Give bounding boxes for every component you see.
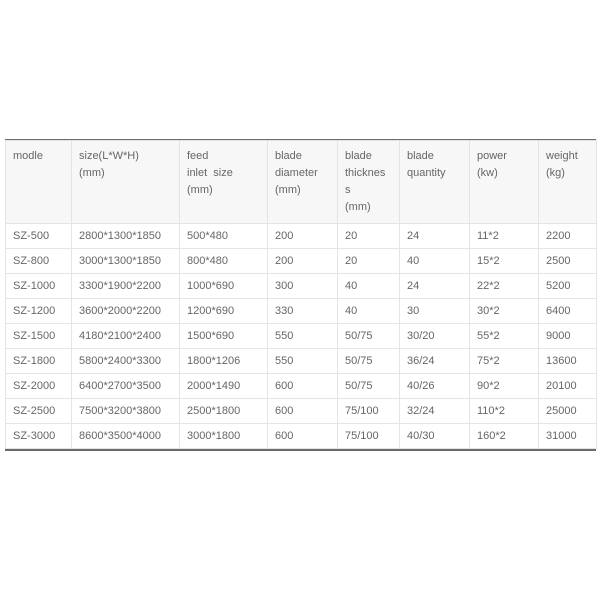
table-cell-size: 2800*1300*1850 [72,224,180,249]
spec-table [5,140,597,449]
table-cell-blade-diameter: 550 [268,324,338,349]
table-cell-feed-inlet-size: 1500*690 [180,324,268,349]
table-cell-size: 6400*2700*3500 [72,374,180,399]
header-row [6,141,597,224]
table-body [6,141,597,449]
table-cell-model: SZ-1000 [6,274,72,299]
table-cell-weight: 9000 [539,324,597,349]
header-cell-size [72,141,180,224]
table-cell-model: SZ-3000 [6,424,72,449]
header-text: thicknes [345,167,386,179]
table-row [6,374,597,399]
table-cell-blade-thickness: 50/75 [338,324,400,349]
table-bottom-rule [5,449,596,451]
table-cell-blade-diameter: 200 [268,224,338,249]
table-cell-blade-quantity: 30 [400,299,470,324]
table-cell-weight: 6400 [539,299,597,324]
table-cell-blade-diameter: 600 [268,399,338,424]
table-cell-feed-inlet-size: 800*480 [180,249,268,274]
table-row [6,399,597,424]
table-cell-blade-thickness: 75/100 [338,399,400,424]
table-cell-weight: 5200 [539,274,597,299]
header-cell-blade-thickness [338,141,400,224]
table-cell-model: SZ-500 [6,224,72,249]
table-cell-size: 3600*2000*2200 [72,299,180,324]
header-text: (mm) [79,167,105,179]
header-text: (mm) [187,184,213,196]
table-row [6,349,597,374]
table-cell-blade-quantity: 24 [400,274,470,299]
table-cell-blade-quantity: 32/24 [400,399,470,424]
table-cell-blade-thickness: 50/75 [338,374,400,399]
table-row [6,299,597,324]
table-cell-blade-thickness: 20 [338,224,400,249]
table-cell-weight: 2500 [539,249,597,274]
header-text: power [477,150,507,162]
header-text: modle [13,150,43,162]
table-cell-size: 4180*2100*2400 [72,324,180,349]
table-cell-blade-quantity: 40 [400,249,470,274]
table-cell-power: 22*2 [470,274,539,299]
header-text: diameter [275,167,318,179]
table-cell-power: 11*2 [470,224,539,249]
header-cell-blade-quantity [400,141,470,224]
table-cell-blade-quantity: 40/26 [400,374,470,399]
header-text: (kw) [477,167,498,179]
table-cell-blade-diameter: 200 [268,249,338,274]
table-cell-feed-inlet-size: 1800*1206 [180,349,268,374]
table-cell-power: 160*2 [470,424,539,449]
table-cell-model: SZ-800 [6,249,72,274]
table-row [6,249,597,274]
table-cell-power: 110*2 [470,399,539,424]
table-cell-model: SZ-1500 [6,324,72,349]
table-cell-blade-thickness: 20 [338,249,400,274]
table-cell-blade-thickness: 40 [338,274,400,299]
header-cell-weight [539,141,597,224]
table-cell-size: 3000*1300*1850 [72,249,180,274]
table-cell-feed-inlet-size: 2000*1490 [180,374,268,399]
header-text: size(L*W*H) [79,150,139,162]
header-cell-feed-inlet-size [180,141,268,224]
table-cell-model: SZ-2000 [6,374,72,399]
header-cell-modle [6,141,72,224]
table-cell-blade-thickness: 75/100 [338,424,400,449]
table-cell-blade-quantity: 40/30 [400,424,470,449]
table-cell-feed-inlet-size: 500*480 [180,224,268,249]
table-cell-blade-thickness: 40 [338,299,400,324]
table-cell-blade-diameter: 330 [268,299,338,324]
table-cell-feed-inlet-size: 1200*690 [180,299,268,324]
table-cell-weight: 13600 [539,349,597,374]
table-cell-weight: 25000 [539,399,597,424]
table-cell-model: SZ-2500 [6,399,72,424]
table-row [6,274,597,299]
table-cell-power: 75*2 [470,349,539,374]
header-cell-power [470,141,539,224]
header-text: blade [275,150,302,162]
table-cell-feed-inlet-size: 1000*690 [180,274,268,299]
table-cell-size: 8600*3500*4000 [72,424,180,449]
table-cell-model: SZ-1200 [6,299,72,324]
header-text: s [345,184,351,196]
table-cell-blade-quantity: 24 [400,224,470,249]
table-row [6,424,597,449]
table-cell-feed-inlet-size: 2500*1800 [180,399,268,424]
header-text: (mm) [345,201,371,213]
table-cell-weight: 2200 [539,224,597,249]
table-cell-blade-thickness: 50/75 [338,349,400,374]
header-text: blade [345,150,372,162]
table-cell-model: SZ-1800 [6,349,72,374]
table-cell-size: 7500*3200*3800 [72,399,180,424]
table-cell-blade-diameter: 300 [268,274,338,299]
table-cell-size: 3300*1900*2200 [72,274,180,299]
table-cell-blade-diameter: 600 [268,374,338,399]
header-cell-blade-diameter [268,141,338,224]
table-cell-feed-inlet-size: 3000*1800 [180,424,268,449]
table-cell-size: 5800*2400*3300 [72,349,180,374]
table-cell-blade-diameter: 550 [268,349,338,374]
header-text: quantity [407,167,446,179]
table-cell-blade-quantity: 30/20 [400,324,470,349]
table-cell-power: 30*2 [470,299,539,324]
table-row [6,324,597,349]
table-row [6,224,597,249]
header-text: inlet size [187,167,233,179]
table-cell-blade-quantity: 36/24 [400,349,470,374]
header-text: (mm) [275,184,301,196]
header-text: (kg) [546,167,565,179]
table-cell-weight: 31000 [539,424,597,449]
header-text: blade [407,150,434,162]
table-cell-power: 55*2 [470,324,539,349]
header-text: weight [546,150,578,162]
table-cell-blade-diameter: 600 [268,424,338,449]
table-cell-weight: 20100 [539,374,597,399]
table-cell-power: 15*2 [470,249,539,274]
header-text: feed [187,150,209,162]
table-cell-power: 90*2 [470,374,539,399]
